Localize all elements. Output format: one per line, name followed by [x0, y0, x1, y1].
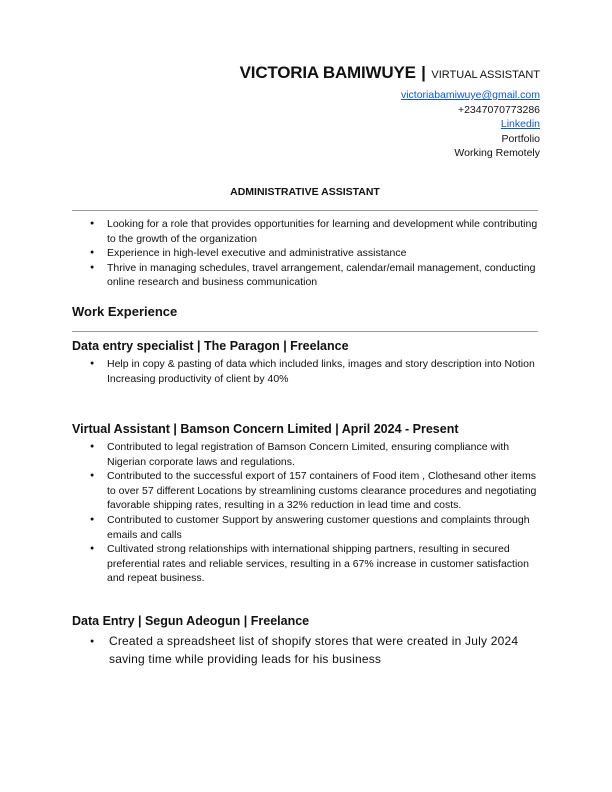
section-title-work-experience: Work Experience	[72, 304, 178, 319]
portfolio-text: Portfolio	[501, 132, 540, 145]
objective-item: ● Looking for a role that provides opportunities for learning and development while contributing to the growth of the organization	[72, 217, 538, 246]
job-bullet: ● Help in copy & pasting of data which included links, images and story description into Notion Increasing productivity of client by 40%	[72, 357, 542, 386]
job-bullets	[72, 632, 542, 668]
job-heading: Data Entry | Segun Adeogun | Freelance	[72, 614, 310, 628]
candidate-name: VICTORIA BAMIWUYE	[239, 63, 416, 82]
job-heading: Data entry specialist | The Paragon | Freelance	[72, 339, 349, 353]
job-bullet: ● Created a spreadsheet list of shopify stores that were created in July 2024 saving time while providing leads for his business	[72, 632, 542, 668]
objective-title: ADMINISTRATIVE ASSISTANT	[230, 186, 380, 198]
resume-header	[240, 62, 540, 161]
name-separator: |	[421, 63, 426, 82]
job-entry	[72, 613, 542, 668]
job-entry	[72, 338, 542, 386]
objective-item: ● Thrive in managing schedules, travel arrangement, calendar/email management, conducting online research and business communication	[72, 261, 538, 290]
job-bullet: ● Contributed to the successful export of 157 containers of Food item , Clothesand other items to over 57 different Locations by streamlining customs clearance procedures and negotiating favorable shipping rates, resulting in a 32% reduction in lead time and costs.	[72, 469, 542, 513]
location-text: Working Remotely	[454, 147, 540, 159]
phone-number: +2347070773286	[457, 103, 540, 116]
objective-list	[72, 217, 538, 290]
job-bullets	[72, 440, 542, 586]
email-link[interactable]: victoriabamiwuye@gmail.com	[400, 89, 540, 101]
divider	[72, 331, 538, 332]
job-entry	[72, 421, 542, 586]
candidate-role: VIRTUAL ASSISTANT	[431, 69, 540, 81]
divider	[72, 210, 538, 211]
job-bullet: ● Contributed to legal registration of Bamson Concern Limited, ensuring compliance with Nigerian corporate laws and regulations.	[72, 440, 542, 469]
objective-item: ● Experience in high-level executive and administrative assistance	[72, 246, 538, 261]
name-line	[240, 62, 540, 86]
linkedin-link[interactable]: Linkedin	[500, 118, 540, 130]
job-bullet: ● Cultivated strong relationships with international shipping partners, resulting in secured preferential rates and reliable services, resulting in a 67% increase in customer satisfaction and repeat business.	[72, 542, 542, 586]
job-heading: Virtual Assistant | Bamson Concern Limited | April 2024 - Present	[72, 422, 459, 436]
contact-block	[240, 88, 540, 161]
job-bullets	[72, 357, 542, 386]
job-bullet: ● Contributed to customer Support by answering customer questions and complaints through emails and calls	[72, 513, 542, 542]
